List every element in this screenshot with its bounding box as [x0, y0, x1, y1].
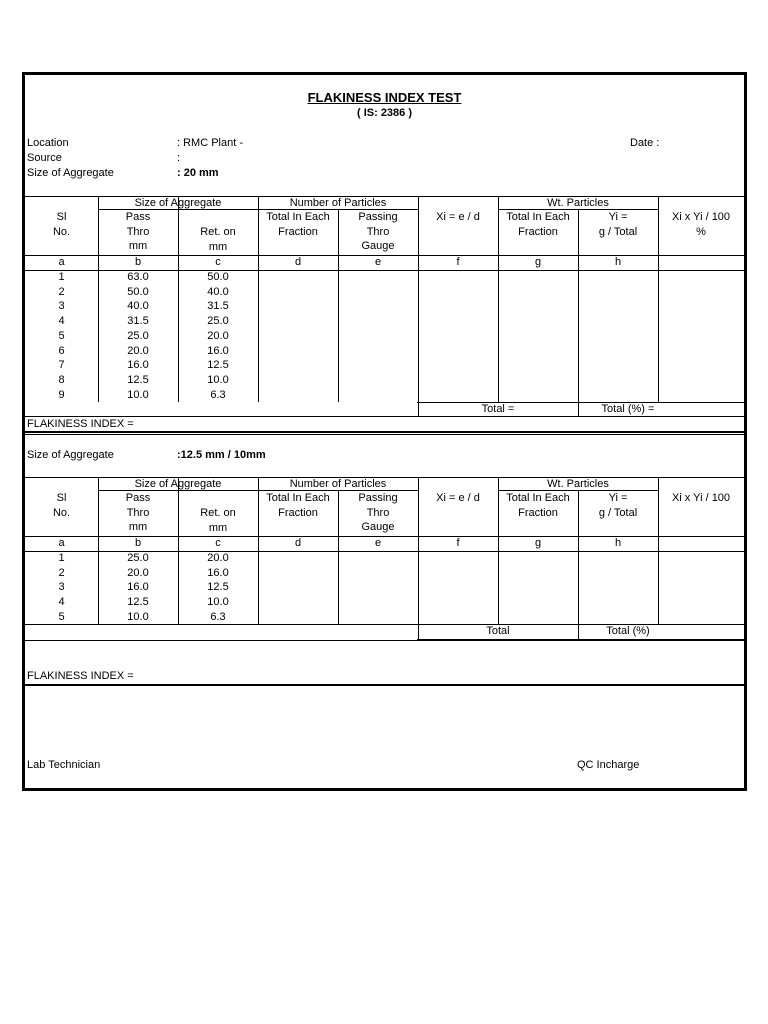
- table-2-total-label: Total: [486, 625, 510, 637]
- letter-e: e: [374, 256, 382, 268]
- table-1-total-label: Total =: [481, 403, 515, 415]
- table-1-sl-column: [25, 270, 98, 402]
- letter-h: h: [614, 256, 622, 268]
- letter-d: d: [294, 256, 302, 268]
- table-2-sl-column: [25, 551, 98, 625]
- letter-g: g: [534, 537, 542, 549]
- table-2-pass-column: 25.0 20.0 16.0 12.5 10.0: [127, 552, 149, 623]
- header-total-in-each-fraction: Total In Each Fraction: [266, 492, 330, 519]
- header-sl-no: Sl No.: [52, 492, 71, 519]
- table-row: 7: [58, 359, 65, 372]
- flakiness-index-form: [22, 72, 747, 791]
- table-row: 9: [58, 388, 65, 401]
- source-label: Source: [27, 152, 62, 164]
- letter-h: h: [614, 537, 622, 549]
- table-row: 3: [58, 581, 65, 594]
- table-row: 3: [58, 300, 65, 313]
- letter-a: a: [58, 537, 65, 549]
- size-value-2: :12.5 mm / 10mm: [177, 449, 266, 461]
- header-wt-particles: Wt. Particles: [547, 478, 609, 490]
- table-row: 5: [58, 329, 65, 342]
- qc-incharge-label: QC Incharge: [577, 759, 640, 771]
- header-yi: Yi = g / Total: [598, 492, 638, 519]
- table-row: 2: [58, 285, 65, 298]
- table-row: 5: [58, 610, 65, 623]
- lab-technician-label: Lab Technician: [27, 759, 101, 771]
- table-row: 1: [58, 552, 65, 564]
- table-2-total-pct-label: Total (%): [606, 625, 650, 637]
- size-label-2: Size of Aggregate: [27, 449, 114, 461]
- header-ret-on: Ret. on mm: [200, 226, 236, 253]
- table-row: 6: [58, 344, 65, 357]
- header-sl-no: Sl No.: [52, 211, 71, 238]
- letter-f: f: [456, 537, 460, 549]
- table-row: 4: [58, 596, 65, 609]
- header-xi: Xi = e / d: [436, 492, 480, 504]
- header-ret-on: Ret. on mm: [200, 507, 236, 534]
- letter-e: e: [374, 537, 382, 549]
- table-1-ret-column: 50.0 40.0 31.5 25.0 20.0 16.0 12.5 10.0 6.3: [207, 271, 229, 401]
- table-2-ret-column: 20.0 16.0 12.5 10.0 6.3: [207, 552, 229, 623]
- flakiness-index-1-label: FLAKINESS INDEX =: [27, 418, 134, 430]
- source-value: :: [177, 152, 181, 164]
- flakiness-index-2-label: FLAKINESS INDEX =: [27, 670, 134, 682]
- size-value: : 20 mm: [177, 167, 219, 179]
- header-xi: Xi = e / d: [436, 211, 480, 223]
- header-number-of-particles: Number of Particles: [289, 478, 387, 490]
- table-1-total-pct-label: Total (%) =: [601, 403, 655, 415]
- table-row: 8: [58, 373, 65, 386]
- form-title: FLAKINESS INDEX TEST: [307, 90, 462, 105]
- header-wt-total-in-each-fraction: Total In Each Fraction: [506, 211, 570, 238]
- size-label: Size of Aggregate: [27, 167, 114, 179]
- header-size-of-aggregate: Size of Aggregate: [134, 478, 222, 490]
- header-pass-thro: Pass Thro mm: [125, 211, 151, 253]
- header-passing-thro-gauge: Passing Thro Gauge: [358, 492, 398, 534]
- header-size-of-aggregate: Size of Aggregate: [134, 197, 222, 209]
- letter-g: g: [534, 256, 542, 268]
- location-label: Location: [27, 137, 69, 149]
- date-label: Date :: [630, 137, 660, 149]
- letter-a: a: [58, 256, 65, 268]
- header-passing-thro-gauge: Passing Thro Gauge: [358, 211, 398, 253]
- letter-f: f: [456, 256, 460, 268]
- table-row: 4: [58, 315, 65, 328]
- header-xi-yi: Xi x Yi / 100: [671, 492, 731, 504]
- header-wt-particles: Wt. Particles: [547, 197, 609, 209]
- table-1-pass-column: 63.0 50.0 40.0 31.5 25.0 20.0 16.0 12.5 10.0: [127, 271, 149, 401]
- header-yi: Yi = g / Total: [598, 211, 638, 238]
- header-xi-yi: Xi x Yi / 100 %: [671, 211, 731, 238]
- header-total-in-each-fraction: Total In Each Fraction: [266, 211, 330, 238]
- letter-b: b: [134, 256, 142, 268]
- letter-c: c: [215, 537, 221, 549]
- letter-d: d: [294, 537, 302, 549]
- letter-b: b: [134, 537, 142, 549]
- table-row: 2: [58, 566, 65, 579]
- letter-c: c: [215, 256, 221, 268]
- standard-reference: ( IS: 2386 ): [356, 107, 413, 119]
- header-number-of-particles: Number of Particles: [289, 197, 387, 209]
- header-wt-total-in-each-fraction: Total In Each Fraction: [506, 492, 570, 519]
- table-row: 1: [58, 271, 65, 283]
- location-value: : RMC Plant -: [177, 137, 244, 149]
- header-pass-thro: Pass Thro mm: [125, 492, 151, 534]
